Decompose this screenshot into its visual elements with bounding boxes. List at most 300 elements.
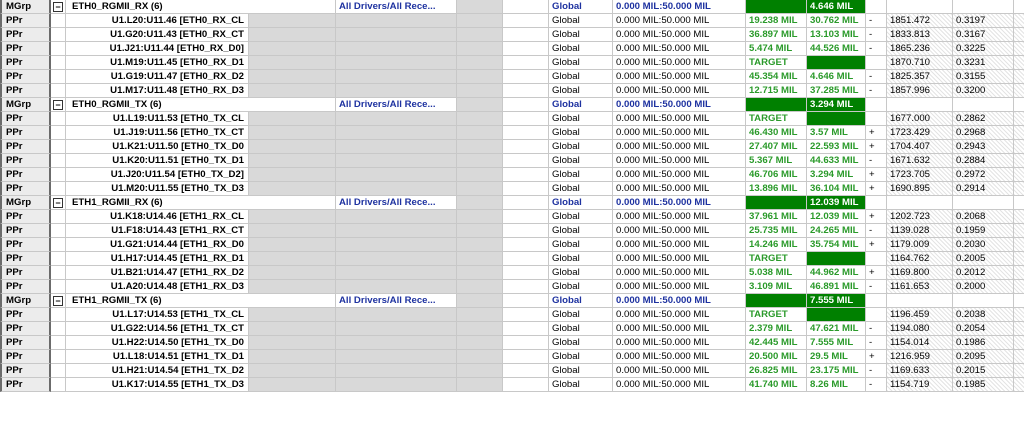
region-cell[interactable]: Global — [549, 364, 613, 378]
empty-cell — [1014, 238, 1024, 252]
empty-cell — [1014, 364, 1024, 378]
object-type-cell: MGrp — [0, 294, 51, 308]
length-cell: 1161.653 — [887, 280, 953, 294]
sign-cell: - — [866, 154, 887, 168]
empty-cell — [336, 238, 457, 252]
rule-cell[interactable]: 0.000 MIL:50.000 MIL — [613, 336, 746, 350]
empty-cell — [887, 196, 953, 210]
empty-cell — [249, 0, 336, 14]
region-cell[interactable]: Global — [549, 224, 613, 238]
empty-cell — [866, 0, 887, 14]
rule-cell[interactable]: 0.000 MIL:50.000 MIL — [613, 196, 746, 210]
region-cell[interactable]: Global — [549, 280, 613, 294]
region-cell[interactable]: Global — [549, 14, 613, 28]
table-row[interactable] — [0, 210, 1024, 224]
length-cell: 1870.710 — [887, 56, 953, 70]
region-cell[interactable]: Global — [549, 182, 613, 196]
sign-cell: - — [866, 70, 887, 84]
empty-cell — [249, 42, 336, 56]
empty-cell — [249, 308, 336, 322]
length-cell: 1677.000 — [887, 112, 953, 126]
margin-cell: 46.891 MIL — [807, 280, 866, 294]
region-cell[interactable]: Global — [549, 238, 613, 252]
group-row[interactable] — [0, 0, 1024, 14]
expand-toggle-cell[interactable] — [51, 0, 66, 14]
region-cell[interactable]: Global — [549, 98, 613, 112]
table-row[interactable] — [0, 280, 1024, 294]
empty-cell — [249, 84, 336, 98]
empty-cell — [336, 266, 457, 280]
empty-cell — [457, 224, 503, 238]
table-row[interactable] — [0, 126, 1024, 140]
delta-cell: TARGET — [746, 308, 807, 322]
scope-cell[interactable]: All Drivers/All Rece... — [336, 98, 457, 112]
region-cell[interactable]: Global — [549, 154, 613, 168]
empty-cell — [249, 294, 336, 308]
net-name-cell[interactable]: U1.M19:U11.45 [ETH0_RX_D1 — [66, 56, 249, 70]
length-cell: 1865.236 — [887, 42, 953, 56]
rule-cell[interactable]: 0.000 MIL:50.000 MIL — [613, 28, 746, 42]
table-row[interactable] — [0, 224, 1024, 238]
group-row[interactable] — [0, 98, 1024, 112]
empty-cell — [866, 294, 887, 308]
empty-cell — [51, 28, 66, 42]
net-name-cell[interactable]: U1.B21:U14.47 [ETH1_RX_D2 — [66, 266, 249, 280]
group-row[interactable] — [0, 294, 1024, 308]
scope-cell[interactable]: All Drivers/All Rece... — [336, 0, 457, 14]
empty-cell — [249, 210, 336, 224]
net-name-cell[interactable]: U1.J20:U11.54 [ETH0_TX_D2] — [66, 168, 249, 182]
group-actual-cell: 12.039 MIL — [807, 196, 866, 210]
empty-cell — [503, 98, 549, 112]
sign-cell: + — [866, 182, 887, 196]
empty-cell — [51, 280, 66, 294]
length-cell: 1723.705 — [887, 168, 953, 182]
margin-cell: 23.175 MIL — [807, 364, 866, 378]
rule-cell[interactable]: 0.000 MIL:50.000 MIL — [613, 252, 746, 266]
rule-cell[interactable]: 0.000 MIL:50.000 MIL — [613, 168, 746, 182]
empty-cell — [249, 168, 336, 182]
object-type-cell: PPr — [0, 238, 51, 252]
length-cell: 1671.632 — [887, 154, 953, 168]
delay-cell: 0.2884 — [953, 154, 1014, 168]
target-fill-cell — [746, 196, 807, 210]
object-type-cell: PPr — [0, 308, 51, 322]
region-cell[interactable]: Global — [549, 308, 613, 322]
rule-cell[interactable]: 0.000 MIL:50.000 MIL — [613, 308, 746, 322]
empty-cell — [336, 112, 457, 126]
region-cell[interactable]: Global — [549, 322, 613, 336]
net-name-cell[interactable]: U1.L17:U14.53 [ETH1_TX_CL — [66, 308, 249, 322]
empty-cell — [503, 14, 549, 28]
net-name-cell[interactable]: U1.G22:U14.56 [ETH1_TX_CT — [66, 322, 249, 336]
length-cell: 1154.014 — [887, 336, 953, 350]
delta-cell: 13.896 MIL — [746, 182, 807, 196]
table-row[interactable] — [0, 42, 1024, 56]
delay-cell: 0.2068 — [953, 210, 1014, 224]
empty-cell — [503, 378, 549, 392]
table-row[interactable] — [0, 168, 1024, 182]
empty-cell — [1014, 182, 1024, 196]
net-name-cell[interactable]: U1.L18:U14.51 [ETH1_TX_D1 — [66, 350, 249, 364]
empty-cell — [503, 196, 549, 210]
group-name[interactable]: ETH0_RGMII_RX (6) — [66, 0, 255, 14]
empty-cell — [336, 28, 457, 42]
sign-cell — [866, 252, 887, 266]
net-name-cell[interactable]: U1.K21:U11.50 [ETH0_TX_D0 — [66, 140, 249, 154]
table-row[interactable] — [0, 350, 1024, 364]
expand-toggle-cell[interactable] — [51, 294, 66, 308]
region-cell[interactable]: Global — [549, 168, 613, 182]
region-cell[interactable]: Global — [549, 42, 613, 56]
empty-cell — [1014, 294, 1024, 308]
empty-cell — [51, 336, 66, 350]
rule-cell[interactable]: 0.000 MIL:50.000 MIL — [613, 364, 746, 378]
empty-cell — [457, 168, 503, 182]
region-cell[interactable]: Global — [549, 210, 613, 224]
empty-cell — [1014, 196, 1024, 210]
object-type-cell: MGrp — [0, 98, 51, 112]
delay-cell: 0.2914 — [953, 182, 1014, 196]
group-row[interactable] — [0, 196, 1024, 210]
sign-cell — [866, 308, 887, 322]
net-name-cell[interactable]: U1.F18:U14.43 [ETH1_RX_CT — [66, 224, 249, 238]
empty-cell — [336, 70, 457, 84]
delay-cell: 0.2095 — [953, 350, 1014, 364]
empty-cell — [336, 168, 457, 182]
empty-cell — [457, 210, 503, 224]
delay-cell: 0.2968 — [953, 126, 1014, 140]
empty-cell — [249, 378, 336, 392]
rule-cell[interactable]: 0.000 MIL:50.000 MIL — [613, 14, 746, 28]
length-cell: 1194.080 — [887, 322, 953, 336]
table-row[interactable] — [0, 322, 1024, 336]
empty-cell — [457, 378, 503, 392]
delay-cell: 0.1959 — [953, 224, 1014, 238]
empty-cell — [51, 42, 66, 56]
region-cell[interactable]: Global — [549, 336, 613, 350]
table-row[interactable] — [0, 308, 1024, 322]
margin-cell: 29.5 MIL — [807, 350, 866, 364]
region-cell[interactable]: Global — [549, 378, 613, 392]
rule-cell[interactable]: 0.000 MIL:50.000 MIL — [613, 224, 746, 238]
table-row[interactable] — [0, 238, 1024, 252]
net-name-cell[interactable]: U1.H22:U14.50 [ETH1_TX_D0 — [66, 336, 249, 350]
object-type-cell: PPr — [0, 252, 51, 266]
rule-cell[interactable]: 0.000 MIL:50.000 MIL — [613, 126, 746, 140]
region-cell[interactable]: Global — [549, 56, 613, 70]
group-actual-cell: 4.646 MIL — [807, 0, 866, 14]
delta-cell: 5.367 MIL — [746, 154, 807, 168]
region-cell[interactable]: Global — [549, 70, 613, 84]
table-row[interactable] — [0, 112, 1024, 126]
empty-cell — [503, 140, 549, 154]
empty-cell — [457, 336, 503, 350]
rule-cell[interactable]: 0.000 MIL:50.000 MIL — [613, 84, 746, 98]
empty-cell — [457, 154, 503, 168]
region-cell[interactable]: Global — [549, 84, 613, 98]
delay-cell: 0.2012 — [953, 266, 1014, 280]
sign-cell: - — [866, 280, 887, 294]
rule-cell[interactable]: 0.000 MIL:50.000 MIL — [613, 210, 746, 224]
empty-cell — [503, 168, 549, 182]
rule-cell[interactable]: 0.000 MIL:50.000 MIL — [613, 70, 746, 84]
length-cell: 1164.762 — [887, 252, 953, 266]
empty-cell — [336, 336, 457, 350]
object-type-cell: PPr — [0, 336, 51, 350]
table-row[interactable] — [0, 378, 1024, 392]
rule-cell[interactable]: 0.000 MIL:50.000 MIL — [613, 322, 746, 336]
empty-cell — [457, 126, 503, 140]
table-row[interactable] — [0, 364, 1024, 378]
object-type-cell: PPr — [0, 84, 51, 98]
region-cell[interactable]: Global — [549, 252, 613, 266]
empty-cell — [249, 364, 336, 378]
length-cell: 1216.959 — [887, 350, 953, 364]
table-row[interactable] — [0, 266, 1024, 280]
empty-cell — [249, 154, 336, 168]
length-cell: 1704.407 — [887, 140, 953, 154]
net-name-cell[interactable]: U1.K18:U14.46 [ETH1_RX_CL — [66, 210, 249, 224]
group-actual-cell: 7.555 MIL — [807, 294, 866, 308]
region-cell[interactable]: Global — [549, 112, 613, 126]
sign-cell: - — [866, 42, 887, 56]
empty-cell — [953, 0, 1014, 14]
net-name-cell[interactable]: U1.L19:U11.53 [ETH0_TX_CL — [66, 112, 249, 126]
table-row[interactable] — [0, 336, 1024, 350]
empty-cell — [887, 0, 953, 14]
net-name-cell[interactable]: U1.H17:U14.45 [ETH1_RX_D1 — [66, 252, 249, 266]
object-type-cell: PPr — [0, 266, 51, 280]
empty-cell — [249, 14, 336, 28]
rule-cell[interactable]: 0.000 MIL:50.000 MIL — [613, 350, 746, 364]
net-name-cell[interactable]: U1.J19:U11.56 [ETH0_TX_CT — [66, 126, 249, 140]
scope-cell[interactable]: All Drivers/All Rece... — [336, 196, 457, 210]
object-type-cell: PPr — [0, 378, 51, 392]
table-row[interactable] — [0, 70, 1024, 84]
region-cell[interactable]: Global — [549, 266, 613, 280]
delta-cell: 20.500 MIL — [746, 350, 807, 364]
region-cell[interactable]: Global — [549, 28, 613, 42]
empty-cell — [503, 70, 549, 84]
margin-cell — [807, 308, 866, 322]
empty-cell — [1014, 126, 1024, 140]
region-cell[interactable]: Global — [549, 294, 613, 308]
empty-cell — [887, 98, 953, 112]
empty-cell — [51, 140, 66, 154]
rule-cell[interactable]: 0.000 MIL:50.000 MIL — [613, 140, 746, 154]
rule-cell[interactable]: 0.000 MIL:50.000 MIL — [613, 0, 746, 14]
rule-cell[interactable]: 0.000 MIL:50.000 MIL — [613, 266, 746, 280]
empty-cell — [51, 378, 66, 392]
rule-cell[interactable]: 0.000 MIL:50.000 MIL — [613, 238, 746, 252]
empty-cell — [503, 308, 549, 322]
delta-cell: 26.825 MIL — [746, 364, 807, 378]
rule-cell[interactable]: 0.000 MIL:50.000 MIL — [613, 42, 746, 56]
table-row[interactable] — [0, 84, 1024, 98]
table-row[interactable] — [0, 28, 1024, 42]
region-cell[interactable]: Global — [549, 196, 613, 210]
region-cell[interactable]: Global — [549, 126, 613, 140]
sign-cell: - — [866, 84, 887, 98]
rule-cell[interactable]: 0.000 MIL:50.000 MIL — [613, 98, 746, 112]
table-row[interactable] — [0, 14, 1024, 28]
net-name-cell[interactable]: U1.M20:U11.55 [ETH0_TX_D3 — [66, 182, 249, 196]
delta-cell: 41.740 MIL — [746, 378, 807, 392]
empty-cell — [503, 350, 549, 364]
rule-cell[interactable]: 0.000 MIL:50.000 MIL — [613, 182, 746, 196]
region-cell[interactable]: Global — [549, 350, 613, 364]
net-name-cell[interactable]: U1.M17:U11.48 [ETH0_RX_D3 — [66, 84, 249, 98]
delta-cell: TARGET — [746, 112, 807, 126]
table-row[interactable] — [0, 56, 1024, 70]
empty-cell — [503, 56, 549, 70]
empty-cell — [336, 42, 457, 56]
net-name-cell[interactable]: U1.K20:U11.51 [ETH0_TX_D1 — [66, 154, 249, 168]
net-name-cell[interactable]: U1.L20:U11.46 [ETH0_RX_CL — [66, 14, 249, 28]
empty-cell — [503, 126, 549, 140]
expand-toggle-cell[interactable] — [51, 98, 66, 112]
empty-cell — [249, 126, 336, 140]
empty-cell — [1014, 308, 1024, 322]
margin-cell: 12.039 MIL — [807, 210, 866, 224]
delta-cell: 14.246 MIL — [746, 238, 807, 252]
empty-cell — [457, 42, 503, 56]
empty-cell — [457, 28, 503, 42]
net-name-cell[interactable]: U1.H21:U14.54 [ETH1_TX_D2 — [66, 364, 249, 378]
expand-toggle-cell[interactable] — [51, 196, 66, 210]
empty-cell — [249, 28, 336, 42]
rule-cell[interactable]: 0.000 MIL:50.000 MIL — [613, 280, 746, 294]
rule-cell[interactable]: 0.000 MIL:50.000 MIL — [613, 378, 746, 392]
empty-cell — [51, 210, 66, 224]
collapse-icon[interactable]: − — [53, 198, 63, 208]
empty-cell — [953, 98, 1014, 112]
table-row[interactable] — [0, 154, 1024, 168]
delta-cell: 25.735 MIL — [746, 224, 807, 238]
length-cell: 1169.800 — [887, 266, 953, 280]
group-name[interactable]: ETH1_RGMII_TX (6) — [66, 294, 255, 308]
sign-cell: - — [866, 322, 887, 336]
object-type-cell: PPr — [0, 224, 51, 238]
group-name[interactable]: ETH0_RGMII_TX (6) — [66, 98, 255, 112]
empty-cell — [51, 252, 66, 266]
net-name-cell[interactable]: U1.K17:U14.55 [ETH1_TX_D3 — [66, 378, 249, 392]
delay-cell: 0.2030 — [953, 238, 1014, 252]
delta-cell: 3.109 MIL — [746, 280, 807, 294]
empty-cell — [1014, 70, 1024, 84]
empty-cell — [457, 266, 503, 280]
net-name-cell[interactable]: U1.G21:U14.44 [ETH1_RX_D0 — [66, 238, 249, 252]
group-actual-cell: 3.294 MIL — [807, 98, 866, 112]
object-type-cell: PPr — [0, 364, 51, 378]
net-name-cell[interactable]: U1.A20:U14.48 [ETH1_RX_D3 — [66, 280, 249, 294]
net-name-cell[interactable]: U1.G19:U11.47 [ETH0_RX_D2 — [66, 70, 249, 84]
length-cell: 1851.472 — [887, 14, 953, 28]
margin-cell: 44.526 MIL — [807, 42, 866, 56]
empty-cell — [249, 252, 336, 266]
scope-cell[interactable]: All Drivers/All Rece... — [336, 294, 457, 308]
net-name-cell[interactable]: U1.J21:U11.44 [ETH0_RX_D0] — [66, 42, 249, 56]
margin-cell: 22.593 MIL — [807, 140, 866, 154]
length-cell: 1179.009 — [887, 238, 953, 252]
length-cell: 1202.723 — [887, 210, 953, 224]
length-cell: 1833.813 — [887, 28, 953, 42]
group-name[interactable]: ETH1_RGMII_RX (6) — [66, 196, 255, 210]
delta-cell: 46.706 MIL — [746, 168, 807, 182]
empty-cell — [503, 364, 549, 378]
empty-cell — [51, 70, 66, 84]
delta-cell: 2.379 MIL — [746, 322, 807, 336]
rule-cell[interactable]: 0.000 MIL:50.000 MIL — [613, 154, 746, 168]
sign-cell: - — [866, 224, 887, 238]
delta-cell: 27.407 MIL — [746, 140, 807, 154]
empty-cell — [503, 252, 549, 266]
empty-cell — [457, 196, 503, 210]
empty-cell — [336, 84, 457, 98]
rule-cell[interactable]: 0.000 MIL:50.000 MIL — [613, 56, 746, 70]
empty-cell — [51, 266, 66, 280]
region-cell[interactable]: Global — [549, 0, 613, 14]
empty-cell — [1014, 378, 1024, 392]
empty-cell — [503, 84, 549, 98]
length-cell: 1825.357 — [887, 70, 953, 84]
sign-cell: - — [866, 14, 887, 28]
empty-cell — [503, 294, 549, 308]
table-row[interactable] — [0, 252, 1024, 266]
empty-cell — [457, 14, 503, 28]
rule-cell[interactable]: 0.000 MIL:50.000 MIL — [613, 112, 746, 126]
sign-cell: + — [866, 210, 887, 224]
empty-cell — [336, 322, 457, 336]
length-cell: 1857.996 — [887, 84, 953, 98]
delay-cell: 0.2972 — [953, 168, 1014, 182]
object-type-cell: PPr — [0, 168, 51, 182]
empty-cell — [51, 364, 66, 378]
empty-cell — [336, 182, 457, 196]
empty-cell — [1014, 168, 1024, 182]
empty-cell — [457, 280, 503, 294]
empty-cell — [249, 350, 336, 364]
margin-cell: 24.265 MIL — [807, 224, 866, 238]
target-fill-cell — [746, 98, 807, 112]
collapse-icon[interactable]: − — [53, 296, 63, 306]
length-cell: 1196.459 — [887, 308, 953, 322]
net-name-cell[interactable]: U1.G20:U11.43 [ETH0_RX_CT — [66, 28, 249, 42]
collapse-icon[interactable]: − — [53, 2, 63, 12]
sign-cell — [866, 56, 887, 70]
collapse-icon[interactable]: − — [53, 100, 63, 110]
table-row[interactable] — [0, 140, 1024, 154]
delta-cell: 5.474 MIL — [746, 42, 807, 56]
object-type-cell: PPr — [0, 126, 51, 140]
rule-cell[interactable]: 0.000 MIL:50.000 MIL — [613, 294, 746, 308]
object-type-cell: PPr — [0, 56, 51, 70]
empty-cell — [503, 280, 549, 294]
empty-cell — [249, 196, 336, 210]
margin-cell: 35.754 MIL — [807, 238, 866, 252]
empty-cell — [51, 238, 66, 252]
object-type-cell: PPr — [0, 140, 51, 154]
empty-cell — [1014, 252, 1024, 266]
empty-cell — [503, 322, 549, 336]
table-row[interactable] — [0, 182, 1024, 196]
region-cell[interactable]: Global — [549, 140, 613, 154]
delta-cell: 46.430 MIL — [746, 126, 807, 140]
empty-cell — [457, 0, 503, 14]
sign-cell: - — [866, 336, 887, 350]
empty-cell — [1014, 28, 1024, 42]
